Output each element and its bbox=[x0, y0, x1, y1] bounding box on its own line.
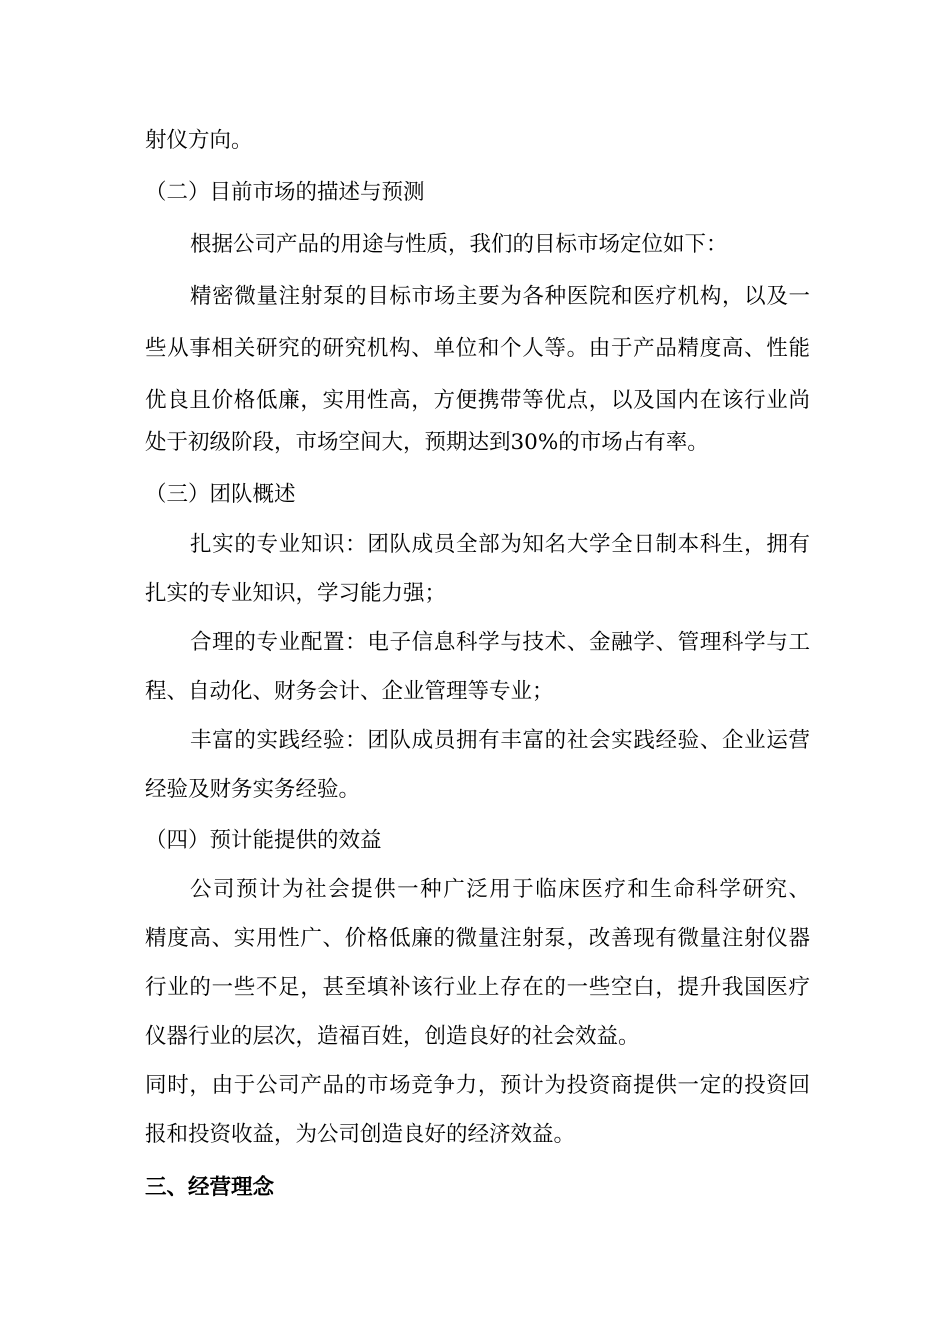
paragraph-line: 扎实的专业知识：团队成员全部为知名大学全日制本科生，拥有 bbox=[190, 532, 810, 557]
paragraph-line: 处于初级阶段，市场空间大，预期达到30%的市场占有率。 bbox=[145, 430, 709, 455]
paragraph-line: 经验及财务实务经验。 bbox=[145, 777, 361, 802]
paragraph-line: 根据公司产品的用途与性质，我们的目标市场定位如下： bbox=[190, 232, 728, 257]
paragraph-line: 精度高、实用性广、价格低廉的微量注射泵，改善现有微量注射仪器 bbox=[145, 926, 810, 951]
text-line: 射仪方向。 bbox=[145, 128, 253, 153]
chapter-heading: 三、经营理念 bbox=[145, 1175, 275, 1200]
paragraph-line: 扎实的专业知识，学习能力强； bbox=[145, 581, 447, 606]
paragraph-line: 合理的专业配置：电子信息科学与技术、金融学、管理科学与工 bbox=[190, 630, 810, 655]
paragraph-line: 报和投资收益，为公司创造良好的经济效益。 bbox=[145, 1122, 576, 1147]
paragraph-line: 优良且价格低廉，实用性高，方便携带等优点，以及国内在该行业尚 bbox=[145, 388, 810, 413]
paragraph-line: 些从事相关研究的研究机构、单位和个人等。由于产品精度高、性能 bbox=[145, 336, 810, 361]
section-heading-benefits: （四）预计能提供的效益 bbox=[145, 828, 382, 853]
section-heading-team: （三）团队概述 bbox=[145, 482, 296, 507]
paragraph-line: 同时，由于公司产品的市场竞争力，预计为投资商提供一定的投资回 bbox=[145, 1073, 810, 1098]
paragraph-line: 仪器行业的层次，造福百姓，创造良好的社会效益。 bbox=[145, 1024, 640, 1049]
paragraph-line: 精密微量注射泵的目标市场主要为各种医院和医疗机构，以及一 bbox=[190, 284, 810, 309]
paragraph-line: 丰富的实践经验：团队成员拥有丰富的社会实践经验、企业运营 bbox=[190, 728, 810, 753]
paragraph-line: 程、自动化、财务会计、企业管理等专业； bbox=[145, 679, 554, 704]
paragraph-line: 行业的一些不足，甚至填补该行业上存在的一些空白，提升我国医疗 bbox=[145, 975, 810, 1000]
paragraph-line: 公司预计为社会提供一种广泛用于临床医疗和生命科学研究、 bbox=[190, 877, 810, 902]
section-heading-market: （二）目前市场的描述与预测 bbox=[145, 180, 425, 205]
